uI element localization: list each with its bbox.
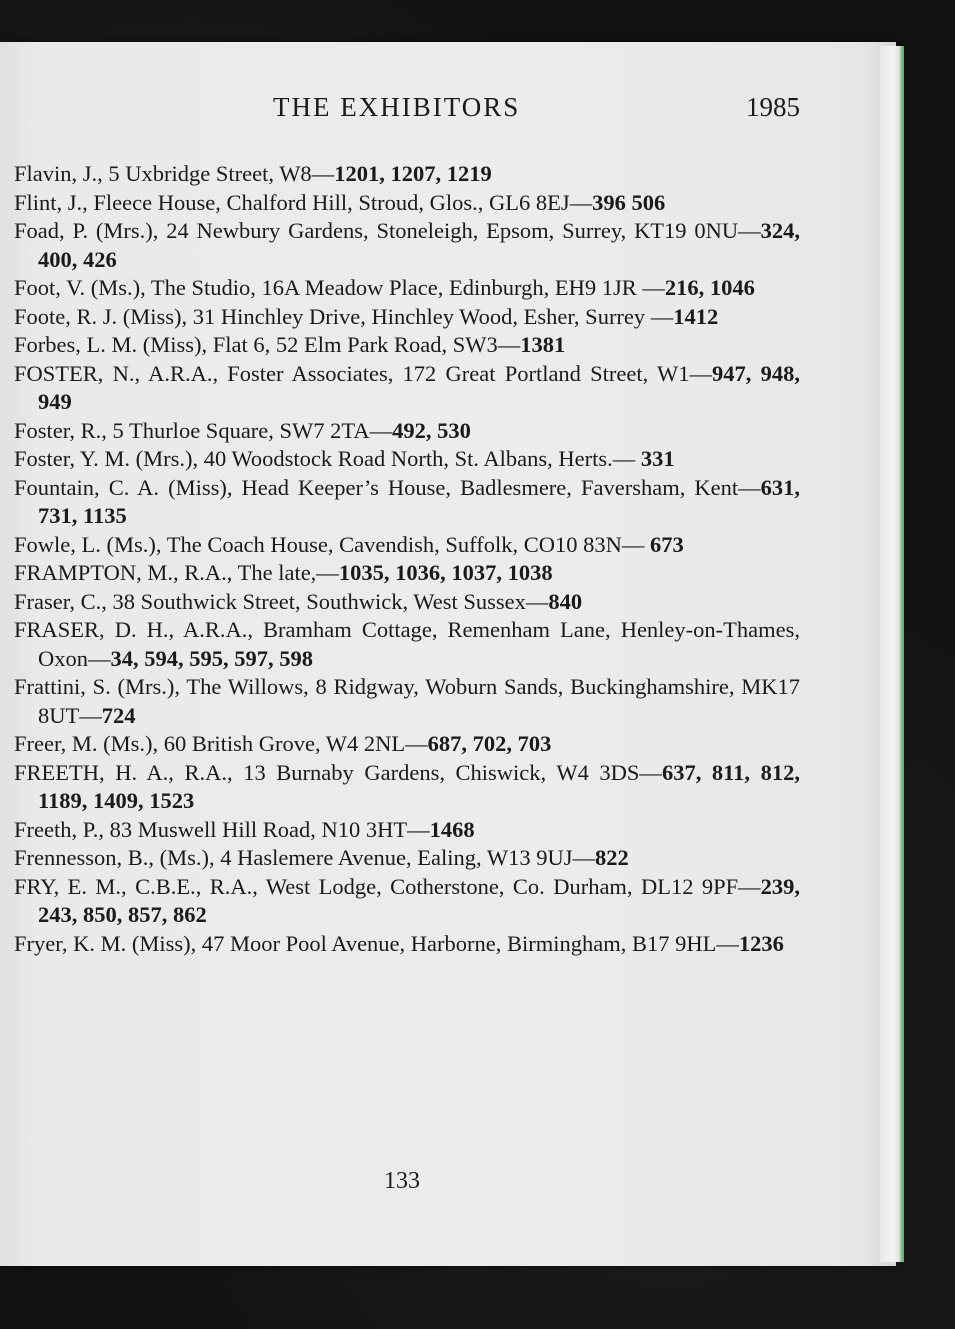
catalogue-numbers: 331 (640, 446, 675, 471)
catalogue-numbers: 1412 (673, 303, 719, 329)
exhibitor-entry (14, 189, 800, 218)
entry-text: Foster, R., 5 Thurloe Square, SW7 2TA— (14, 417, 393, 443)
exhibitor-entry (14, 930, 800, 959)
exhibitor-entry (14, 616, 800, 673)
entry-text: FOSTER, N., A.R.A., Foster Associates, 172 Great Portland Street, W1— (14, 360, 713, 386)
exhibitor-entry (14, 559, 800, 588)
entry-text: Foot, V. (Ms.), The Studio, 16A Meadow Place, Edinburgh, EH9 1JR — (14, 275, 665, 300)
exhibitor-entry (14, 531, 800, 560)
exhibitor-entry (14, 417, 800, 446)
exhibitor-entry (14, 730, 800, 759)
entry-text: Fowle, L. (Ms.), The Coach House, Cavendish, Suffolk, CO10 83N— (14, 531, 650, 557)
exhibitor-entry (14, 445, 800, 474)
catalogue-numbers: 34, 594, 595, 597, 598 (110, 645, 313, 671)
exhibitor-entry (14, 673, 800, 730)
catalogue-numbers: 637, 811, 812, 1189, 1409, 1523 (38, 759, 800, 813)
entry-text: FRY, E. M., C.B.E., R.A., West Lodge, Cotherstone, Co. Durham, DL12 9PF— (14, 873, 761, 899)
catalogue-numbers: 492, 530 (392, 417, 471, 443)
exhibitor-entry (14, 816, 800, 845)
entry-text: Fraser, C., 38 Southwick Street, Southwick, West Sussex— (14, 588, 549, 614)
exhibitor-entry (14, 474, 800, 531)
running-year: 1985 (746, 92, 800, 122)
entry-text: Freeth, P., 83 Muswell Hill Road, N10 3HT— (14, 816, 430, 842)
catalogue-numbers: 396 506 (592, 189, 666, 215)
catalogue-numbers: 687, 702, 703 (427, 731, 552, 756)
entry-text: Flint, J., Fleece House, Chalford Hill, Stroud, Glos., GL6 8EJ— (14, 189, 593, 215)
exhibitor-entry (14, 759, 800, 816)
catalogue-numbers: 1035, 1036, 1037, 1038 (338, 560, 553, 585)
catalogue-numbers: 840 (548, 588, 583, 614)
catalogue-numbers: 324, 400, 426 (38, 218, 800, 272)
catalogue-numbers: 822 (594, 845, 629, 870)
exhibitor-entry (14, 274, 800, 303)
entry-text: Fryer, K. M. (Miss), 47 Moor Pool Avenue, Harborne, Birmingham, B17 9HL— (14, 930, 739, 956)
catalogue-numbers: 1468 (429, 816, 475, 842)
page-number: 133 (384, 1168, 420, 1194)
exhibitor-entry (14, 844, 800, 873)
running-header (0, 92, 880, 126)
entry-text: Frennesson, B., (Ms.), 4 Haslemere Avenue, Ealing, W13 9UJ— (14, 845, 595, 870)
entry-text: Forbes, L. M. (Miss), Flat 6, 52 Elm Park Road, SW3— (14, 332, 521, 357)
entry-text: Flavin, J., 5 Uxbridge Street, W8— (14, 161, 335, 186)
entry-text: Foote, R. J. (Miss), 31 Hinchley Drive, Hinchley Wood, Esher, Surrey — (14, 303, 674, 329)
catalogue-numbers: 947, 948, 949 (38, 360, 801, 414)
exhibitor-entry (14, 217, 800, 274)
exhibitor-entry (14, 160, 800, 189)
entry-text: FRAMPTON, M., R.A., The late,— (14, 560, 339, 585)
entry-text: Foad, P. (Mrs.), 24 Newbury Gardens, Stoneleigh, Epsom, Surrey, KT19 0NU— (14, 218, 761, 243)
page-edge (880, 46, 904, 1262)
catalogue-numbers: 724 (101, 702, 136, 728)
entry-text: Fountain, C. A. (Miss), Head Keeper’s House, Badlesmere, Faversham, Kent— (14, 474, 761, 500)
catalogue-numbers: 1236 (738, 930, 784, 956)
catalogue-numbers: 1201, 1207, 1219 (334, 161, 492, 186)
exhibitor-entry (14, 360, 800, 417)
catalogue-numbers: 1381 (520, 332, 566, 357)
catalogue-numbers: 239, 243, 850, 857, 862 (38, 873, 800, 927)
exhibitor-entry (14, 873, 800, 930)
entry-text: FRASER, D. H., A.R.A., Bramham Cottage, Remenham Lane, Henley-on-Thames, Oxon— (14, 617, 800, 671)
catalogue-numbers: 631, 731, 1135 (38, 474, 800, 528)
exhibitor-entry (14, 331, 800, 360)
exhibitor-entry (14, 588, 800, 617)
exhibitor-entry (14, 303, 800, 332)
exhibitor-list (14, 160, 800, 958)
catalogue-numbers: 216, 1046 (664, 275, 755, 300)
running-title: THE EXHIBITORS (273, 92, 521, 122)
catalogue-numbers: 673 (650, 531, 684, 557)
entry-text: Freer, M. (Ms.), 60 British Grove, W4 2NL— (14, 731, 428, 756)
entry-text: Frattini, S. (Mrs.), The Willows, 8 Ridgway, Woburn Sands, Buckinghamshire, MK17 8UT— (14, 674, 800, 728)
entry-text: FREETH, H. A., R.A., 13 Burnaby Gardens, Chiswick, W4 3DS— (14, 759, 662, 785)
entry-text: Foster, Y. M. (Mrs.), 40 Woodstock Road North, St. Albans, Herts.— (14, 446, 641, 471)
